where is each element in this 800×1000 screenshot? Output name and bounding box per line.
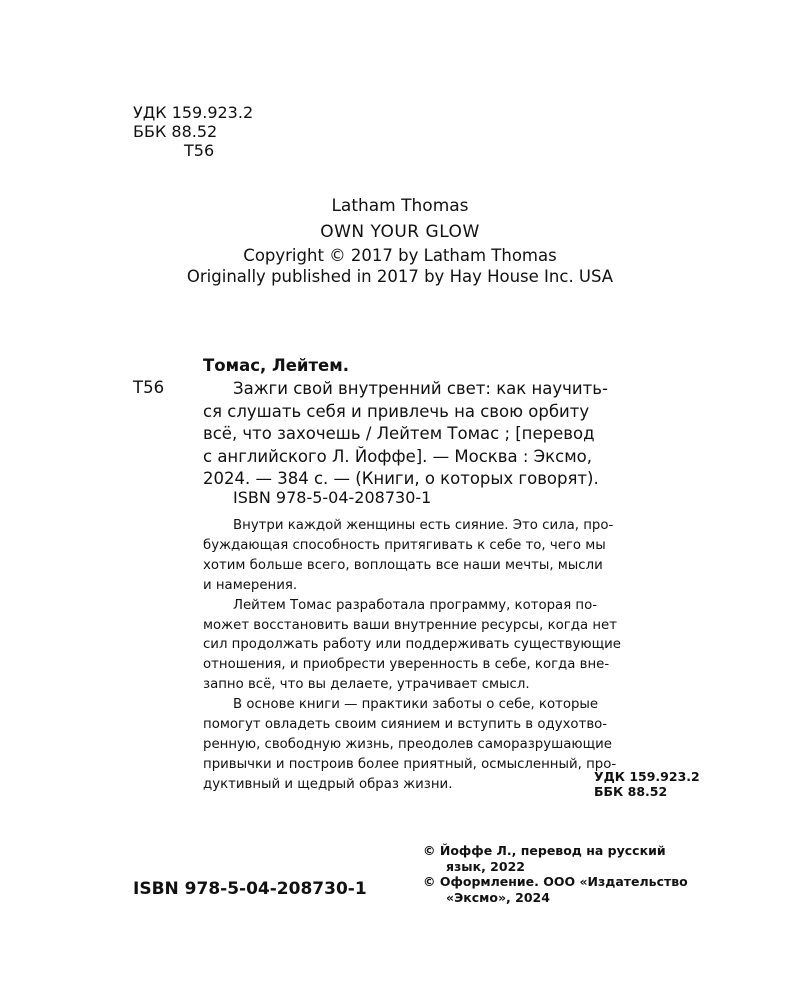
record-line: 2024. — 384 с. — (Книги, о которых говорят). — [203, 469, 599, 488]
annotation-line: дуктивный и щедрый образ жизни. — [203, 776, 453, 792]
udk-code-small: УДК 159.923.2 — [594, 769, 700, 784]
translation-copyright-cont: язык, 2022 — [446, 858, 525, 874]
annotation-line: отношения, и приобрести уверенность в себе, когда вне- — [203, 657, 610, 673]
isbn-bottom: ISBN 978-5-04-208730-1 — [133, 879, 367, 899]
record-line: ся слушать себя и привлечь на свою орбиту — [203, 401, 590, 421]
author-sign: Т56 — [184, 141, 215, 160]
annotation-line: В основе книги — практики заботы о себе, которые — [233, 697, 599, 713]
annotation-line: Лейтем Томас разработала программу, которая по- — [233, 597, 598, 613]
record-isbn: ISBN 978-5-04-208730-1 — [233, 488, 432, 507]
annotation-line: сил продолжать работу или поддерживать существующие — [203, 637, 621, 653]
copyright-notices — [423, 843, 688, 905]
annotation-line: Внутри каждой женщины есть сияние. Это сила, про- — [233, 518, 614, 533]
annotation-line: ренную, свободную жизнь, преодолев саморазрушающие — [203, 736, 612, 752]
annotation-line: буждающая способность притягивать к себе то, чего мы — [203, 537, 606, 553]
record-line: всё, что захочешь / Лейтем Томас ; [перевод — [203, 424, 595, 443]
annotation-line: запно всё, что вы делаете, утрачивает смысл. — [203, 677, 530, 693]
annotation-line: и намерения. — [203, 577, 298, 593]
annotation-line: привычки и построив более приятный, осмысленный, про- — [203, 756, 617, 772]
udk-code: УДК 159.923.2 — [133, 103, 254, 122]
original-copyright: Copyright © 2017 by Latham Thomas — [243, 246, 557, 265]
original-publisher: Originally published in 2017 by Hay House Inc. USA — [186, 267, 614, 286]
annotation-line: помогут овладеть своим сиянием и вступить в одухотво- — [203, 717, 608, 733]
classification-block — [133, 103, 253, 160]
classification-small — [594, 769, 700, 799]
record-line: с английского Л. Йоффе]. — Москва : Эксмо, — [203, 446, 592, 466]
annotation-line: может восстановить ваши внутренние ресурсы, когда нет — [203, 617, 617, 633]
record-author-sign: Т56 — [133, 378, 165, 397]
bbk-code-small: ББК 88.52 — [594, 784, 668, 799]
record-author-heading: Томас, Лейтем. — [203, 356, 349, 375]
record-line: Зажги свой внутренний свет: как научить- — [233, 379, 608, 398]
annotation — [203, 516, 703, 795]
annotation-line: хотим больше всего, воплощать все наши мечты, мысли — [203, 557, 603, 573]
record-description — [203, 378, 703, 491]
bbk-code: ББК 88.52 — [133, 122, 218, 141]
design-copyright-cont: «Эксмо», 2024 — [446, 889, 550, 905]
original-author: Latham Thomas — [331, 196, 469, 216]
design-copyright: © Оформление. ООО «Издательство — [423, 874, 688, 889]
translation-copyright: © Йоффе Л., перевод на русский — [423, 843, 666, 858]
original-title: OWN YOUR GLOW — [320, 222, 480, 242]
